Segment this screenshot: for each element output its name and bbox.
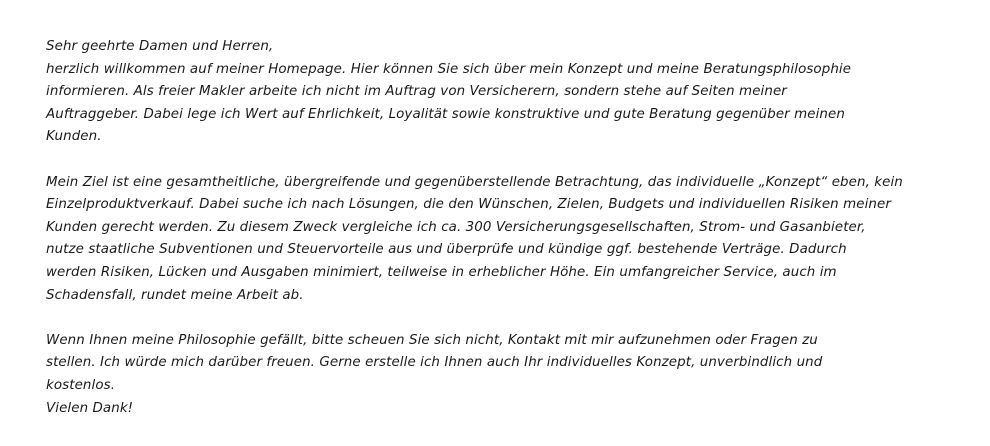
letter-paragraph-closing <box>46 330 950 420</box>
letter-paragraph-greeting <box>46 36 950 149</box>
text-line: Kunden gerecht werden. Zu diesem Zweck vergleiche ich ca. 300 Versicherungsgesellschaften, Strom- und Gasanbieter, <box>46 219 866 235</box>
paragraph-gap <box>46 149 950 172</box>
text-line: Schadensfall, rundet meine Arbeit ab. <box>46 287 304 303</box>
signoff-line: Vielen Dank! <box>46 400 134 416</box>
text-line: Auftraggeber. Dabei lege ich Wert auf Ehrlichkeit, Loyalität sowie konstruktive und gute Beratung gegenüber meinen <box>46 106 845 122</box>
text-line: informieren. Als freier Makler arbeite ich nicht im Auftrag von Versicherern, sondern stehe auf Seiten meiner <box>46 84 787 100</box>
letter-paragraph-goal <box>46 172 950 308</box>
text-line: Mein Ziel ist eine gesamtheitliche, übergreifende und gegenüberstellende Betrachtung, das individuelle „Konzept“ eben, kein <box>46 174 903 190</box>
text-line: werden Risiken, Lücken und Ausgaben minimiert, teilweise in erheblicher Höhe. Ein umfangreicher Service, auch im <box>46 264 837 280</box>
text-line: Wenn Ihnen meine Philosophie gefällt, bitte scheuen Sie sich nicht, Kontakt mit mir aufzunehmen oder Fragen zu <box>46 332 818 348</box>
text-line: herzlich willkommen auf meiner Homepage. Hier können Sie sich über mein Konzept und meine Beratungsphilosophie <box>46 61 852 77</box>
paragraph-gap <box>46 307 950 330</box>
text-line: Kunden. <box>46 129 102 145</box>
text-line: Sehr geehrte Damen und Herren, <box>46 39 274 54</box>
text-line: Einzelproduktverkauf. Dabei suche ich nach Lösungen, die den Wünschen, Zielen, Budgets und individuellen Risiken meiner <box>46 197 891 213</box>
text-line: nutze staatliche Subventionen und Steuervorteile aus und überprüfe und kündige ggf. bestehende Verträge. Dadurch <box>46 242 847 258</box>
text-line: stellen. Ich würde mich darüber freuen. Gerne erstelle ich Ihnen auch Ihr individuelles Konzept, unverbindlich und <box>46 355 823 371</box>
text-line: kostenlos. <box>46 377 116 393</box>
